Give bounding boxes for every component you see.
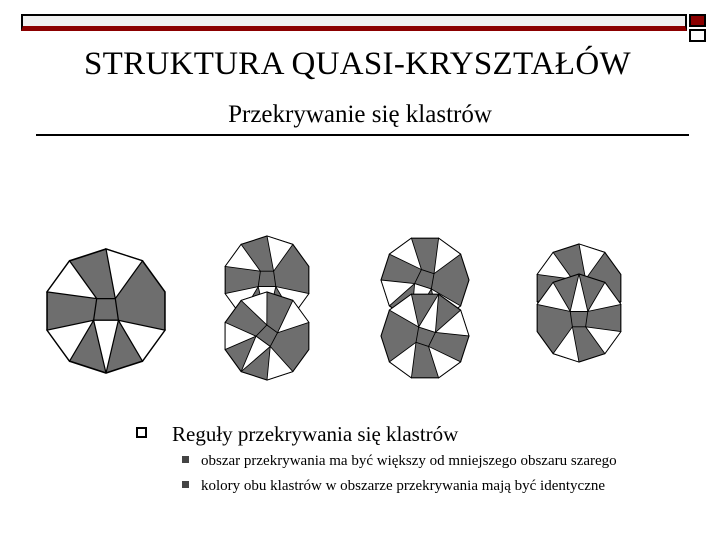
cluster-overlap-a bbox=[207, 236, 326, 390]
sub-bullet-square-icon bbox=[182, 481, 189, 488]
quasicrystal-cluster-figure bbox=[0, 230, 720, 390]
slide-title: STRUKTURA QUASI-KRYSZTAŁÓW bbox=[84, 46, 631, 82]
cluster-single bbox=[47, 249, 165, 373]
title-divider bbox=[36, 134, 689, 136]
slide-subtitle: Przekrywanie się klastrów bbox=[228, 101, 492, 128]
bullet-rules-text: Reguły przekrywania się klastrów bbox=[172, 422, 459, 446]
sub-bullet-square-icon bbox=[182, 456, 189, 463]
cluster-overlap-large bbox=[537, 244, 621, 362]
cluster-overlap-b bbox=[372, 230, 479, 390]
bullet-square-icon bbox=[136, 427, 147, 438]
corner-square-bottom bbox=[689, 29, 706, 42]
sub-bullet-2-text: kolory obu klastrów w obszarze przekrywania mają być identyczne bbox=[201, 478, 606, 494]
sub-bullet-1 bbox=[182, 453, 617, 470]
sub-bullet-1-text: obszar przekrywania ma być większy od mniejszego obszaru szarego bbox=[201, 453, 617, 469]
title-bar-decoration bbox=[21, 14, 687, 31]
corner-square-top bbox=[689, 14, 706, 27]
sub-bullet-2 bbox=[182, 478, 605, 495]
